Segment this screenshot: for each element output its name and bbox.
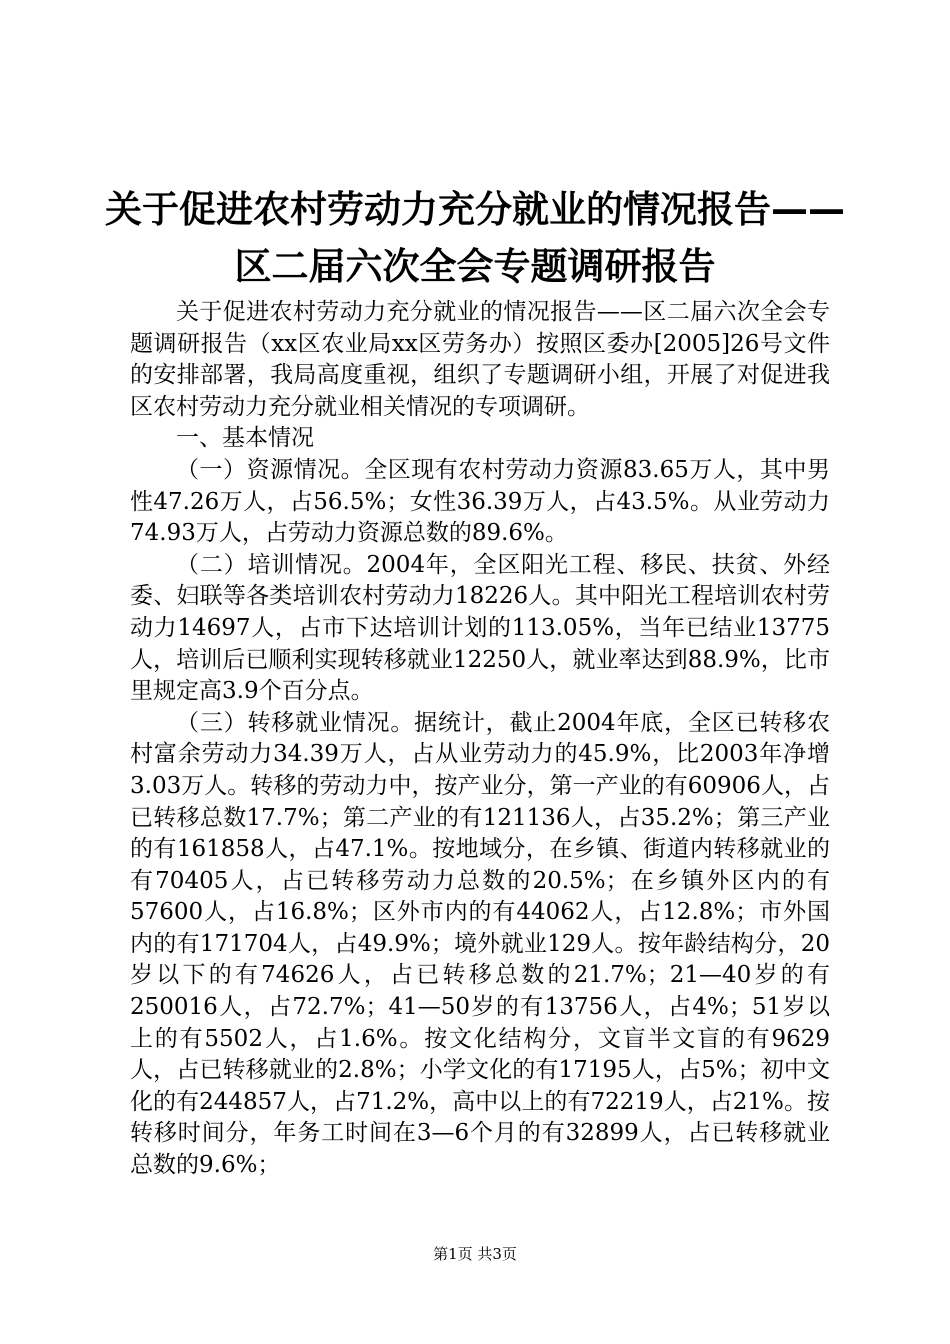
section-heading-basic: 一、基本情况 (176, 425, 314, 452)
paragraph-intro: 关于促进农村劳动力充分就业的情况报告——区二届六次全会专题调研报告（xx区农业局xx区劳务办）按照区委办[2005]26号文件的安排部署，我局高度重视，组织了专题调研小组，开展了对促进我区农村劳动力充分就业相关情况的专项调研。 (130, 299, 830, 420)
paragraph-transfer: （三）转移就业情况。据统计，截止2004年底，全区已转移农村富余劳动力34.39万人，占从业劳动力的45.9%，比2003年净增3.03万人。转移的劳动力中，按产业分，第一产业的有60906人，占已转移总数17.7%；第二产业的有121136人，占35.2%；第三产业的有161858人，占47.1%。按地域分，在乡镇、街道内转移就业的有70405人，占已转移劳动力总数的20.5%；在乡镇外区内的有57600人，占16.8%；区外市内的有44062人，占12.8%；市外国内的有171704人，占49.9%；境外就业129人。按年龄结构分，20岁以下的有74626人，占已转移总数的21.7%；21—40岁的有250016人，占72.7%；41—50岁的有13756人，占4%；51岁以上的有5502人，占1.6%。按文化结构分，文盲半文盲的有9629人，占已转移就业的2.8%；小学文化的有17195人，占5%；初中文化的有244857人，占71.2%，高中以上的有72219人，占21%。按转移时间分，年务工时间在3—6个月的有32899人，占已转移就业总数的9.6%； (130, 709, 830, 1179)
document-title-line-2: 区二届六次全会专题调研报告 (234, 245, 716, 288)
paragraph-resources: （一）资源情况。全区现有农村劳动力资源83.65万人，其中男性47.26万人，占56.5%；女性36.39万人，占43.5%。从业劳动力74.93万人，占劳动力资源总数的89.6%。 (130, 456, 830, 547)
document-title-line-1: 关于促进农村劳动力充分就业的情况报告—— (105, 188, 845, 231)
document-body (130, 297, 830, 1182)
paragraph-training: （二）培训情况。2004年，全区阳光工程、移民、扶贫、外经委、妇联等各类培训农村劳动力18226人。其中阳光工程培训农村劳动力14697人，占市下达培训计划的113.05%，当年已结业13775人，培训后已顺利实现转移就业12250人，就业率达到88.9%，比市里规定高3.9个百分点。 (130, 551, 830, 705)
page-footer: 第1页 共3页 (433, 1245, 517, 1263)
